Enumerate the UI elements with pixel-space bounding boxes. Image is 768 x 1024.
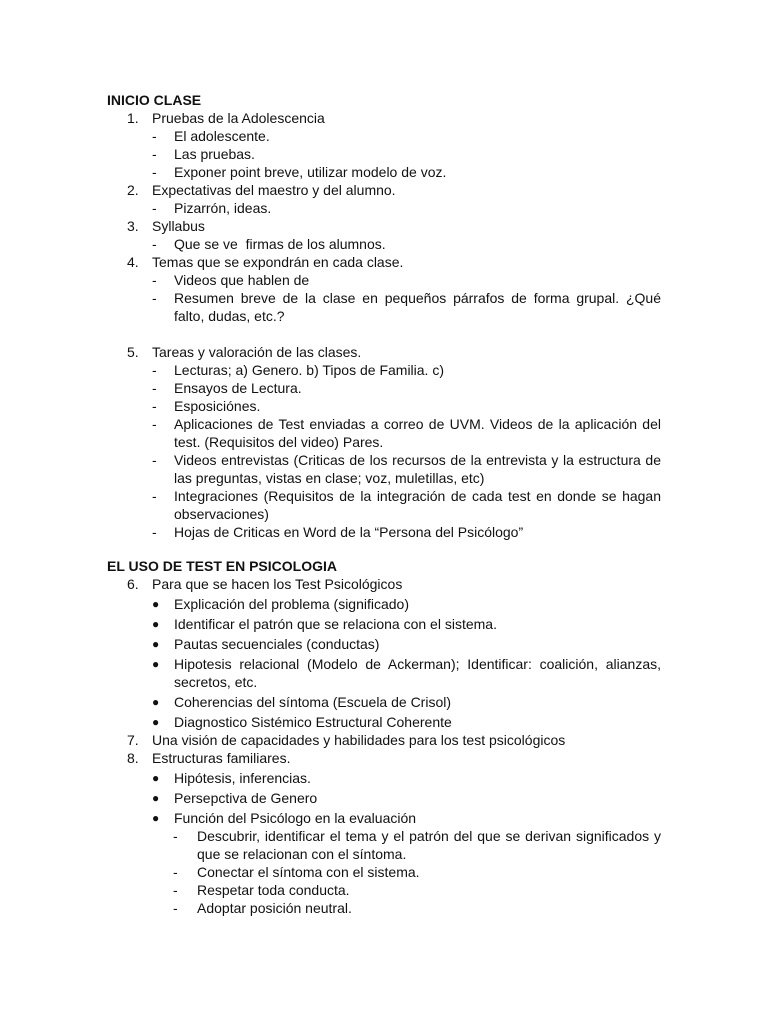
item-number: 1.: [127, 110, 139, 126]
dash-marker: -: [152, 290, 157, 306]
item-number: 5.: [127, 344, 139, 360]
bullet-text: Hipótesis, inferencias.: [174, 770, 311, 786]
subdash-item: [107, 863, 661, 881]
spacer: [107, 325, 661, 343]
section-heading-inicio-clase: INICIO CLASE: [107, 92, 202, 108]
dash-marker: -: [152, 128, 157, 144]
dash-text: Exponer point breve, utilizar modelo de voz.: [174, 164, 447, 180]
dash-marker: -: [152, 488, 157, 504]
bullet-item: [107, 809, 661, 827]
dash-marker: -: [152, 146, 157, 162]
dash-item: [107, 235, 661, 253]
dash-marker: -: [152, 416, 157, 432]
bullet-icon: ●: [152, 657, 160, 671]
item-number: 7.: [127, 732, 139, 748]
numbered-item-6: [107, 575, 661, 593]
dash-marker: -: [152, 272, 157, 288]
dash-marker: -: [173, 900, 178, 916]
dash-text: Videos entrevistas (Criticas de los recursos de la entrevista y la estructura de las preguntas, vistas en clase; voz, muletillas, etc): [174, 452, 661, 486]
item-text: Una visión de capacidades y habilidades para los test psicológicos: [152, 732, 566, 748]
item-text: Para que se hacen los Test Psicológicos: [152, 576, 403, 592]
numbered-item-1: [107, 109, 661, 127]
dash-marker: -: [152, 362, 157, 378]
dash-marker: -: [152, 164, 157, 180]
dash-marker: -: [152, 236, 157, 252]
dash-text: Videos que hablen de: [174, 272, 310, 288]
subdash-text: Descubrir, identificar el tema y el patrón del que se derivan significados y que se relacionan con el síntoma.: [197, 828, 661, 862]
bullet-text: Función del Psicólogo en la evaluación: [174, 810, 417, 826]
dash-marker: -: [152, 452, 157, 468]
item-text: Pruebas de la Adolescencia: [152, 110, 325, 126]
dash-item: [107, 379, 661, 397]
bullet-icon: ●: [152, 617, 160, 631]
dash-item: [107, 397, 661, 415]
spacer: [107, 541, 661, 557]
item-text: Expectativas del maestro y del alumno.: [152, 182, 396, 198]
numbered-item-5: [107, 343, 661, 361]
bullet-item: [107, 713, 661, 731]
dash-text: Aplicaciones de Test enviadas a correo de UVM. Videos de la aplicación del test. (Requisitos del video) Pares.: [174, 416, 661, 450]
bullet-item: [107, 769, 661, 787]
item-text: Estructuras familiares.: [152, 750, 291, 766]
bullet-icon: ●: [152, 715, 160, 729]
dash-text: Ensayos de Lectura.: [174, 380, 302, 396]
dash-item: [107, 289, 661, 325]
bullet-text: Coherencias del síntoma (Escuela de Crisol): [174, 694, 452, 710]
bullet-text: Hipotesis relacional (Modelo de Ackerman); Identificar: coalición, alianzas, secretos, etc.: [174, 656, 661, 690]
dash-text: Que se ve firmas de los alumnos.: [174, 236, 386, 252]
dash-marker: -: [152, 380, 157, 396]
bullet-text: Diagnostico Sistémico Estructural Coherente: [174, 714, 452, 730]
bullet-icon: ●: [152, 637, 160, 651]
dash-text: Lecturas; a) Genero. b) Tipos de Familia. c): [174, 362, 444, 378]
dash-item: [107, 523, 661, 541]
subdash-item: [107, 899, 661, 917]
bullet-item: [107, 655, 661, 691]
dash-marker: -: [173, 828, 178, 844]
dash-text: Hojas de Criticas en Word de la “Persona del Psicólogo”: [174, 524, 524, 540]
bullet-text: Persepctiva de Genero: [174, 790, 318, 806]
dash-text: Pizarrón, ideas.: [174, 200, 272, 216]
numbered-item-3: [107, 217, 661, 235]
numbered-item-7: [107, 731, 661, 749]
dash-item: [107, 415, 661, 451]
bullet-icon: ●: [152, 811, 160, 825]
dash-item: [107, 451, 661, 487]
dash-marker: -: [173, 864, 178, 880]
subdash-text: Adoptar posición neutral.: [197, 900, 352, 916]
bullet-icon: ●: [152, 597, 160, 611]
dash-item: [107, 271, 661, 289]
subdash-text: Conectar el síntoma con el sistema.: [197, 864, 420, 880]
item-text: Temas que se expondrán en cada clase.: [152, 254, 404, 270]
bullet-text: Identificar el patrón que se relaciona con el sistema.: [174, 616, 497, 632]
subdash-item: [107, 881, 661, 899]
dash-text: Esposiciónes.: [174, 398, 261, 414]
numbered-item-2: [107, 181, 661, 199]
section-heading-uso-de-test: EL USO DE TEST EN PSICOLOGIA: [107, 558, 337, 574]
item-text: Syllabus: [152, 218, 205, 234]
dash-item: [107, 487, 661, 523]
dash-text: El adolescente.: [174, 128, 270, 144]
dash-marker: -: [152, 524, 157, 540]
dash-text: Resumen breve de la clase en pequeños párrafos de forma grupal. ¿Qué falto, dudas, etc.?: [174, 290, 661, 324]
dash-marker: -: [173, 882, 178, 898]
dash-text: Las pruebas.: [174, 146, 255, 162]
bullet-icon: ●: [152, 695, 160, 709]
dash-item: [107, 145, 661, 163]
numbered-item-4: [107, 253, 661, 271]
document-page: [107, 91, 661, 917]
item-number: 6.: [127, 576, 139, 592]
dash-text: Integraciones (Requisitos de la integración de cada test en donde se hagan observaciones): [174, 488, 661, 522]
item-number: 3.: [127, 218, 139, 234]
item-number: 2.: [127, 182, 139, 198]
item-number: 8.: [127, 750, 139, 766]
subdash-item: [107, 827, 661, 863]
subdash-text: Respetar toda conducta.: [197, 882, 350, 898]
bullet-text: Explicación del problema (significado): [174, 596, 410, 612]
bullet-icon: ●: [152, 771, 160, 785]
dash-item: [107, 361, 661, 379]
numbered-item-8: [107, 749, 661, 767]
dash-item: [107, 163, 661, 181]
bullet-item: [107, 635, 661, 653]
item-text: Tareas y valoración de las clases.: [152, 344, 362, 360]
bullet-item: [107, 789, 661, 807]
bullet-text: Pautas secuenciales (conductas): [174, 636, 380, 652]
dash-item: [107, 127, 661, 145]
dash-marker: -: [152, 200, 157, 216]
bullet-item: [107, 595, 661, 613]
bullet-icon: ●: [152, 791, 160, 805]
bullet-item: [107, 615, 661, 633]
item-number: 4.: [127, 254, 139, 270]
dash-item: [107, 199, 661, 217]
dash-marker: -: [152, 398, 157, 414]
bullet-item: [107, 693, 661, 711]
